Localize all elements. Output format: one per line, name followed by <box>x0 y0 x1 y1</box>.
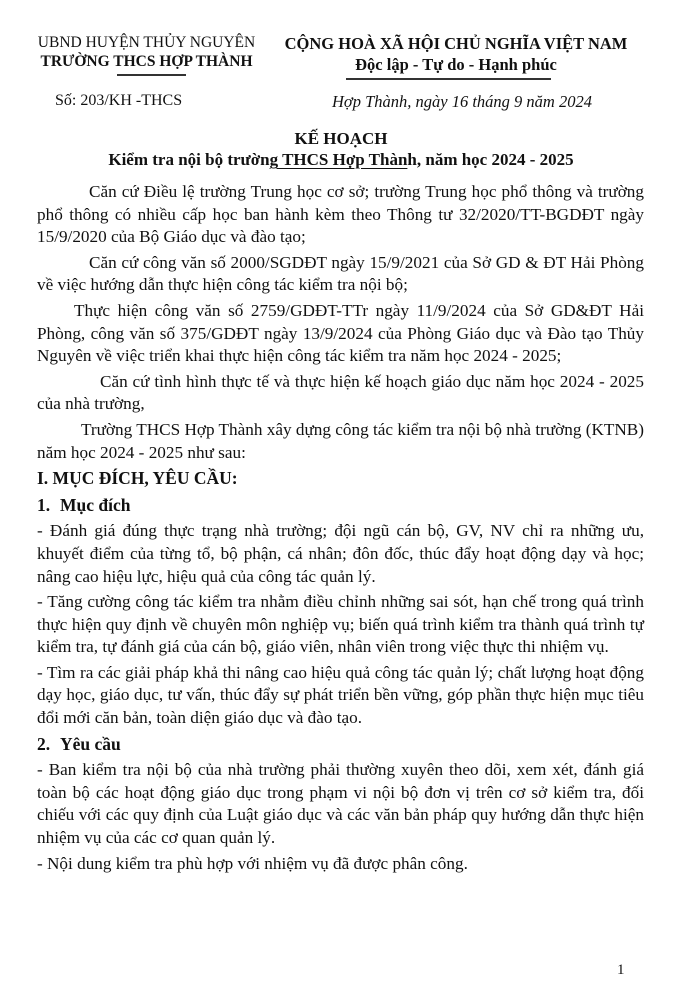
subsection-number: 2. <box>37 733 51 754</box>
preamble-paragraph: Trường THCS Hợp Thành xây dựng công tác kiểm tra nội bộ nhà trường (KTNB) năm học 2024 - 2025 như sau: <box>37 419 644 462</box>
subsection-title: Mục đích <box>60 494 131 515</box>
requirement-item: - Nội dung kiểm tra phù hợp với nhiệm vụ đã được phân công. <box>37 853 468 873</box>
subsection-heading-requirements <box>37 733 644 756</box>
purpose-item: - Đánh giá đúng thực trạng nhà trường; đội ngũ cán bộ, GV, NV chỉ ra những ưu, khuyết điểm của từng tổ, bộ phận, cá nhân; đôn đốc, thúc đẩy hoạt động dạy và học; nâng cao hiệu lực, hiệu quả của công tác quản lý. <box>37 521 644 586</box>
subtitle-part-3: h, năm học 2024 - 2025 <box>407 150 574 169</box>
purpose-item: - Tăng cường công tác kiểm tra nhằm điều chỉnh những sai sót, hạn chế trong quá trình thực hiện quy định về chuyên môn nghiệp vụ; biến quá trình kiểm tra thành quá trình tự kiểm tra, tự đánh giá của cán bộ, giáo viên, nhân viên trong việc thực thi nhiệm vụ. <box>37 592 644 657</box>
place-and-date: Hợp Thành, ngày 16 tháng 9 năm 2024 <box>332 92 592 111</box>
national-motto: Độc lập - Tự do - Hạnh phúc <box>355 55 557 74</box>
document-subtitle <box>0 149 682 170</box>
preamble-paragraph: Căn cứ tình hình thực tế và thực hiện kế hoạch giáo dục năm học 2024 - 2025 của nhà trường, <box>37 371 644 414</box>
preamble-paragraph: Căn cứ công văn số 2000/SGDĐT ngày 15/9/2021 của Sở GD & ĐT Hải Phòng về việc hướng dẫn thực hiện công tác kiểm tra nội bộ; <box>37 252 644 295</box>
purpose-item: - Tìm ra các giải pháp khả thi nâng cao hiệu quả công tác quản lý; chất lượng hoạt động dạy học, giáo dục, tư vấn, thúc đẩy sự phát triển bền vững, góp phần thực hiện mục tiêu đổi mới căn bản, toàn diện giáo dục và đào tạo. <box>37 662 644 728</box>
school-underline <box>117 74 186 76</box>
school-name: TRƯỜNG THCS HỢP THÀNH <box>40 53 253 70</box>
motto-underline <box>346 78 551 80</box>
requirement-item: - Ban kiểm tra nội bộ của nhà trường phải thường xuyên theo dõi, xem xét, đánh giá toàn bộ các hoạt động giáo dục trong phạm vi nội bộ đơn vị trên cơ sở kiểm tra, đối chiếu với các quy định của Luật giáo dục và các văn bản pháp quy hướng dẫn thực hiện nhiệm vụ của các cơ quan quản lý. <box>37 760 644 848</box>
preamble-paragraph: Thực hiện công văn số 2759/GDĐT-TTr ngày 11/9/2024 của Sở GD&ĐT Hải Phòng, công văn số 375/GDĐT ngày 13/9/2024 của Phòng Giáo dục và Đào tạo Thủy Nguyên về việc triển khai thực hiện công tác kiểm tra năm học 2024 - 2025; <box>37 300 644 366</box>
national-header-block <box>270 33 642 75</box>
subtitle-part-1: Kiểm tra nội bộ trườn <box>108 150 270 169</box>
subsection-number: 1. <box>37 494 51 515</box>
subsection-title: Yêu cầu <box>60 733 121 754</box>
section-heading: I. MỤC ĐÍCH, YÊU CẦU: <box>37 468 238 489</box>
document-number: Số: 203/KH -THCS <box>55 92 183 109</box>
page-number: 1 <box>617 962 625 978</box>
document-body <box>37 181 644 878</box>
document-title: KẾ HOẠCH <box>294 129 388 148</box>
document-title-block <box>0 128 682 170</box>
issuing-authority-block <box>14 33 279 71</box>
country-name: CỘNG HOÀ XÃ HỘI CHỦ NGHĨA VIỆT NAM <box>284 34 628 53</box>
agency-name: UBND HUYỆN THỦY NGUYÊN <box>37 34 256 51</box>
subtitle-underlined-part: g THCS Hợp Thàn <box>269 150 408 169</box>
preamble-paragraph: Căn cứ Điều lệ trường Trung học cơ sở; trường Trung học phổ thông và trường phổ thông có nhiều cấp học ban hành kèm theo Thông tư 32/2020/TT-BGDĐT ngày 15/9/2020 của Bộ Giáo dục và đào tạo; <box>37 182 644 247</box>
subsection-heading-purpose <box>37 494 644 517</box>
